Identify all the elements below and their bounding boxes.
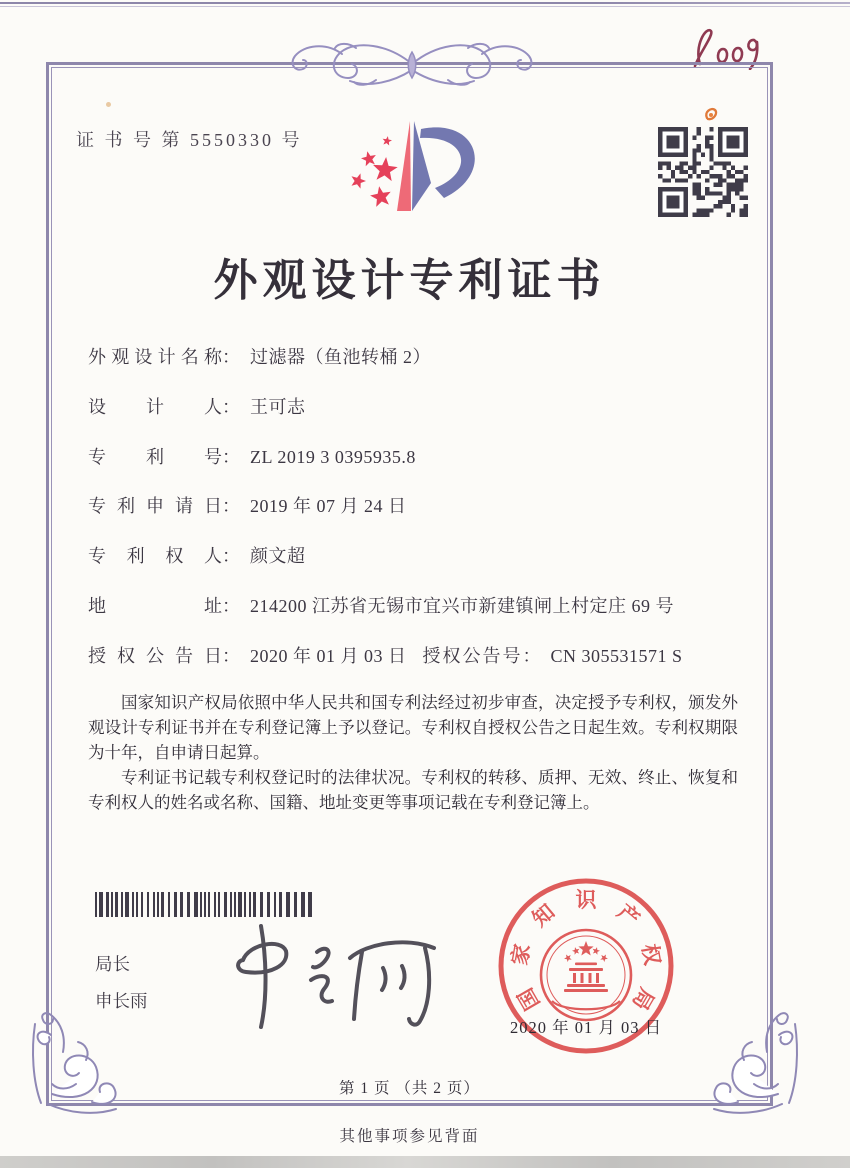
certificate-number: 证 书 号 第 5550330 号 [76, 130, 303, 150]
svg-text:局: 局 [627, 983, 659, 1015]
scrollwork-ornament-top [286, 34, 538, 92]
svg-text:家: 家 [507, 942, 535, 967]
seal-emblem-icon [541, 930, 631, 1020]
field-value: ZL 2019 3 0395935.8 [250, 446, 416, 467]
scan-edge-top-line [0, 2, 850, 4]
field-patent-number: 专利号： ZL 2019 3 0395935.8 [88, 443, 748, 493]
field-label: 专利申请日 [88, 496, 222, 517]
orange-ink-mark [702, 106, 720, 124]
director-signature [215, 920, 447, 1032]
corner-flourish-bottom-right [706, 1006, 802, 1118]
field-label: 授权公告号 [422, 645, 523, 666]
scan-edge-bottom-strip [0, 1156, 850, 1168]
certificate-title: 外观设计专利证书 [213, 256, 606, 305]
field-label: 地址 [88, 595, 222, 616]
field-label: 专利号 [88, 446, 222, 467]
svg-text:识: 识 [575, 888, 597, 912]
field-label: 授权公告日 [88, 645, 222, 666]
director-name: 申长雨 [95, 991, 148, 1011]
legal-paragraph-2: 专利证书记载专利权登记时的法律状况。专利权的转移、质押、无效、终止、恢复和专利权人的姓名或名称、国籍、地址变更等事项记载在专利登记簿上。 [88, 768, 738, 812]
field-filing-date: 专利申请日： 2019 年 07 月 24 日 [88, 492, 748, 542]
seal-date: 2020 年 01 月 03 日 [509, 1018, 663, 1037]
director-title: 局长 [95, 954, 130, 974]
logo-stars-icon [352, 136, 398, 207]
cnipa-logo [336, 110, 526, 238]
barcode-icon [95, 892, 313, 917]
logo-red-spire-icon [397, 121, 411, 211]
back-note: 其他事项参见背面 [339, 1128, 480, 1145]
field-design-name: 外观设计名称： 过滤器（鱼池转桶 2） [88, 343, 748, 393]
field-value: 颜文超 [250, 546, 306, 567]
field-label: 设计人 [88, 396, 222, 417]
field-value: CN 305531571 S [550, 645, 683, 666]
legal-text [88, 690, 738, 815]
field-grant-number: 授权公告号： CN 305531571 S [423, 642, 683, 668]
field-value: 2019 年 07 月 24 日 [250, 496, 407, 517]
certificate-fields [88, 343, 748, 692]
scan-edge-top-line-thin [0, 6, 850, 7]
field-grant-date-and-number: 授权公告日： 2020 年 01 月 03 日 授权公告号： CN 305531571 S [88, 642, 748, 692]
field-designer: 设计人： 王可志 [88, 393, 748, 443]
legal-paragraph-1: 国家知识产权局依照中华人民共和国专利法经过初步审查，决定授予专利权，颁发外观设计专利证书并在专利登记簿上予以登记。专利权自授权公告之日起生效。专利权期限为十年，自申请日起算。 [88, 693, 738, 762]
page-number: 第 1 页 （共 2 页） [339, 1080, 480, 1097]
field-label: 外观设计名称 [88, 347, 222, 367]
qr-code-icon [658, 127, 748, 217]
field-value: 王可志 [250, 396, 306, 417]
svg-text:产: 产 [612, 899, 645, 932]
field-address: 地址： 214200 江苏省无锡市宜兴市新建镇闸上村定庄 69 号 [88, 592, 748, 642]
svg-text:知: 知 [527, 899, 560, 932]
field-value: 214200 江苏省无锡市宜兴市新建镇闸上村定庄 69 号 [250, 595, 674, 616]
svg-text:国: 国 [513, 983, 545, 1015]
svg-text:权: 权 [637, 942, 665, 967]
field-value: 过滤器（鱼池转桶 2） [250, 347, 431, 367]
field-value: 2020 年 01 月 03 日 [250, 645, 407, 666]
field-label: 专利权人 [88, 546, 222, 567]
director-block [95, 946, 148, 1020]
corner-flourish-bottom-left [28, 1006, 124, 1118]
field-patentee: 专利权人： 颜文超 [88, 542, 748, 592]
logo-p-bowl-icon [420, 127, 475, 198]
